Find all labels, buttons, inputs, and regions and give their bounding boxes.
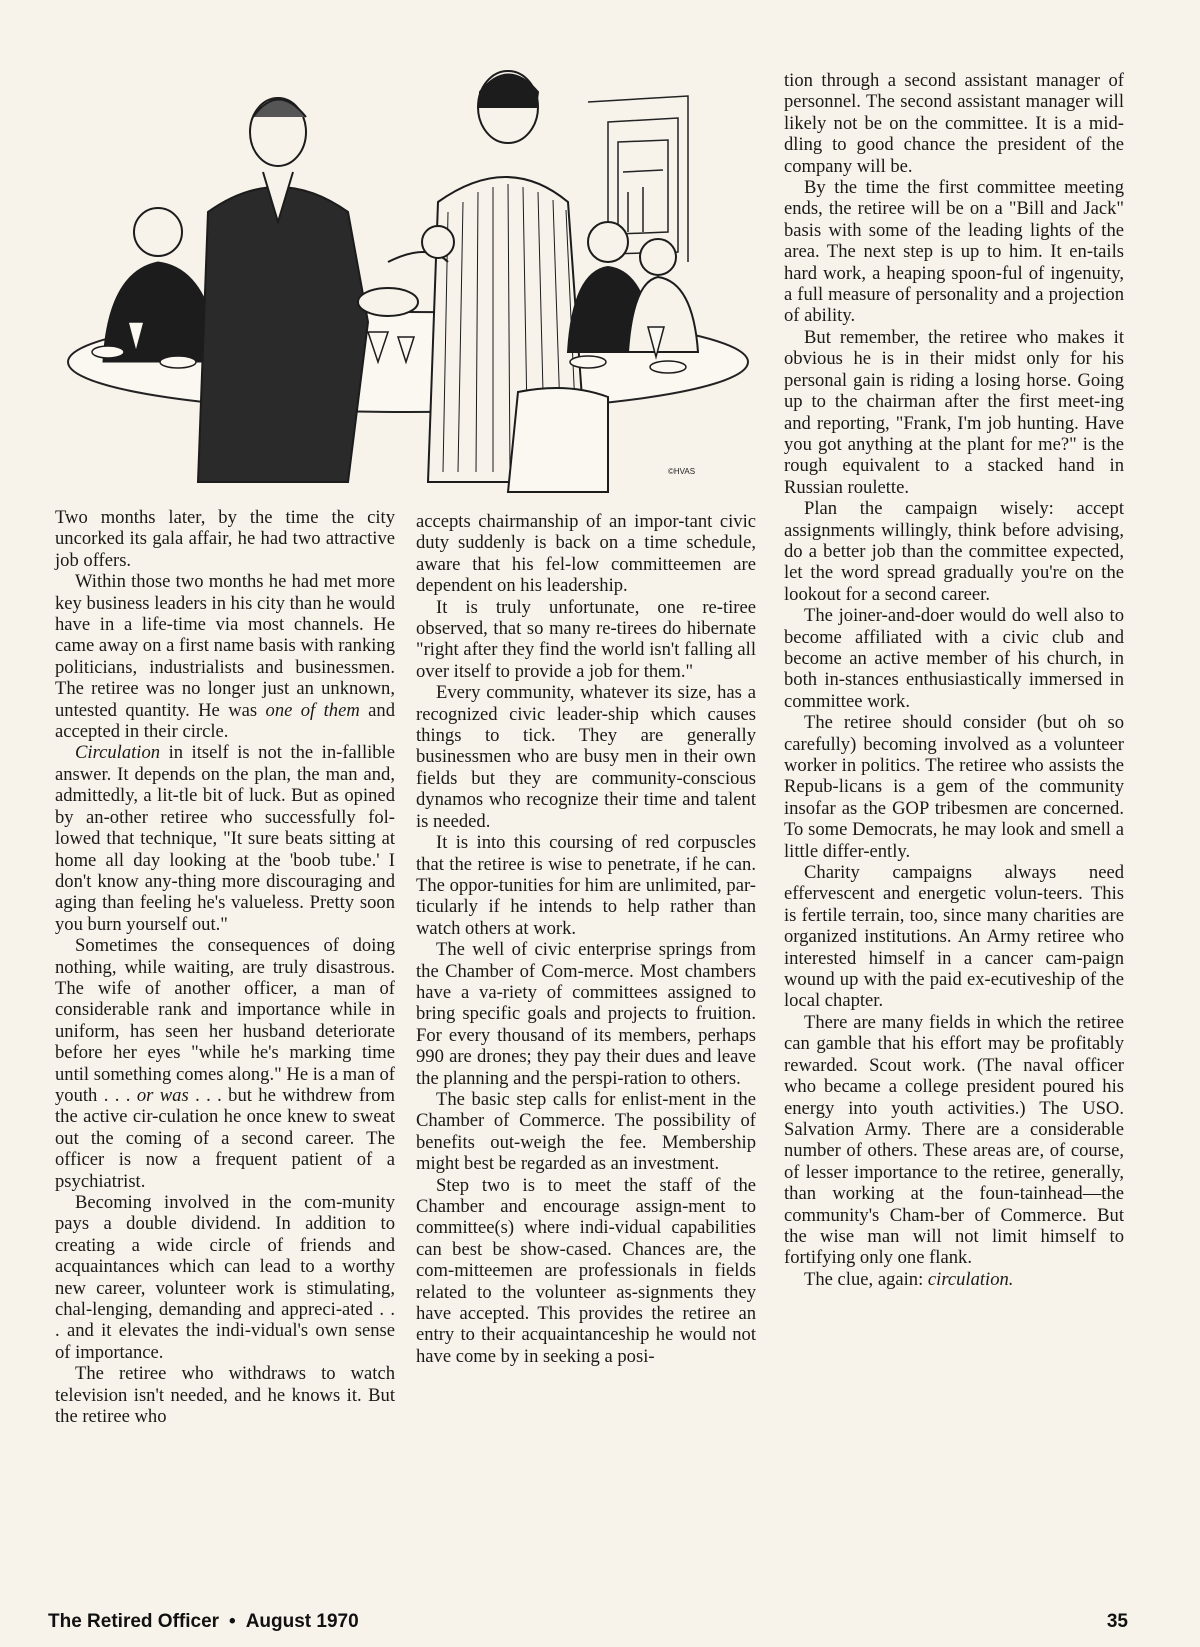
paragraph: It is into this coursing of red corpuscles that the retiree is wise to penetrate, if he can. The oppor-tunities for him are unlimited, par-ticularly if he intends to help rather than watch others at work. — [416, 832, 756, 939]
paragraph: Within those two months he had met more key business leaders in his city than he would have in a life-time via most channels. He came away on a first name basis with ranking politicians, industrialists and businessmen. The retiree was no longer just an unknown, untested quantity. He was one of them and accepted in their circle. — [55, 571, 396, 743]
paragraph: The joiner-and-doer would do well also to become affiliated with a civic club and become an active member of his church, in both in-stances enthusiastically immersed in committee work. — [784, 605, 1124, 712]
handshake-illustration — [48, 62, 758, 494]
issue-date: August 1970 — [245, 1611, 359, 1632]
publication-name: The Retired Officer — [48, 1611, 220, 1632]
paragraph: The basic step calls for enlist-ment in the Chamber of Commerce. The possibility of benefits out-weigh the fee. Membership might best be regarded as an investment. — [416, 1088, 756, 1175]
article-column-1 — [55, 507, 395, 1427]
page-footer — [48, 1611, 1128, 1637]
paragraph: Charity campaigns always need effervescent and energetic volun-teers. This is fertile terrain, too, since many charities are organized institutions. An Army retiree who interested himself in a cancer cam-paign wound up with the paid ex-ecutiveship of the local chapter. — [784, 862, 1124, 1012]
paragraph: Plan the campaign wisely: accept assignments willingly, think before advising, do a better job than the committee expected, let the word spread gradually you're on the lookout for a second career. — [784, 498, 1124, 605]
illustration-drawing — [48, 62, 758, 494]
paragraph: It is truly unfortunate, one re-tiree observed, that so many re-tirees do hibernate "right after they find the world isn't falling all over itself to provide a job for them." — [416, 596, 756, 682]
page-number: 35 — [1106, 1611, 1128, 1632]
paragraph: Step two is to meet the staff of the Chamber and encourage assign-ment to committee(s) where indi-vidual capabilities can best be show-cased. Chances are, the com-mitteemen are professionals in fields related to the volunteer as-signments they have accepted. This provides the retiree an entry to their acquaintanceship he would not have come by in seeking a posi- — [416, 1174, 756, 1367]
article-column-2 — [416, 511, 756, 1367]
paragraph: Two months later, by the time the city uncorked its gala affair, he had two attractive job offers. — [55, 507, 395, 571]
paragraph: But remember, the retiree who makes it obvious he is in their midst only for his personal gain is riding a losing horse. Going up to the chairman after the first meet-ing and reporting, "Frank, I'm job hunting. Have you got anything at the plant for me?" is the rough equivalent to a stacked hand in Russian roulette. — [784, 326, 1124, 498]
paragraph: Every community, whatever its size, has a recognized civic leader-ship which causes things to tick. They are generally businessmen who are busy men in their own fields but they are community-conscious dynamos who recognize their time and talent is needed. — [416, 682, 756, 832]
paragraph: Sometimes the consequences of doing nothing, while waiting, are truly disastrous. The wife of another officer, a man of considerable rank and importance while in uniform, has seen her husband deteriorate before her eyes "while he's marking time until something comes along." He is a man of youth . . . or was . . . but he withdrew from the active cir-culation he once knew to sweat out the coming of a second career. The officer is now a frequent patient of a psychiatrist. — [55, 935, 395, 1192]
paragraph: The clue, again: circulation. — [804, 1268, 1014, 1290]
paragraph: The well of civic enterprise springs from the Chamber of Com-merce. Most chambers have a va-riety of committees assigned to bring specific goals and projects to fruition. For every thousand of its members, perhaps 990 are drones; they pay their dues and leave the planning and the perspi-ration to others. — [416, 939, 756, 1089]
paragraph: tion through a second assistant manager of personnel. The second assistant manager will likely not be on the committee. It is a mid-dling to good chance the president of the company will be. — [784, 70, 1124, 177]
illustration-signature: ©HVAS — [668, 467, 696, 476]
paragraph: accepts chairmanship of an impor-tant civic duty suddenly is back on a time schedule, aware that his fel-low committeemen are dependent on his leadership. — [416, 511, 756, 597]
paragraph: The retiree who withdraws to watch television isn't needed, and he knows it. But the retiree who — [55, 1363, 395, 1428]
paragraph: There are many fields in which the retiree can gamble that his effort may be profitably rewarded. Scout work. (The naval officer who became a college president poured his energy into youth activities.) The USO. Salvation Army. There are a considerable number of others. These areas are, of course, of lesser importance to the retiree, generally, than working at the foun-tainhead—the community's Cham-ber of Commerce. But the wise man will not limit himself to fortifying only one flank. — [784, 1011, 1124, 1269]
article-column-3 — [784, 70, 1124, 1290]
paragraph: Becoming involved in the com-munity pays a double dividend. In addition to creating a wide circle of friends and acquaintances which can lead to a worthy new career, volunteer work is stimulating, chal-lenging, demanding and appreci-ated . . . and it elevates the indi-vidual's own sense of importance. — [55, 1192, 395, 1363]
bullet-separator: • — [229, 1611, 236, 1632]
paragraph: The retiree should consider (but oh so carefully) becoming involved as a volunteer worker in politics. The retiree who assists the Repub-licans is a gem of the community insofar as the GOP tribesmen are concerned. To some Democrats, he may look and smell a little differ-ently. — [784, 712, 1124, 862]
publication-info — [48, 1611, 359, 1633]
paragraph: Circulation in itself is not the in-fallible answer. It depends on the plan, the man and, admittedly, a lit-tle bit of luck. But as opined by an-other retiree who successfully fol-lowed that technique, "It sure beats sitting at home all day looking at the 'boob tube.' I don't know any-thing more discouraging and aging than feeling he's valueless. Pretty soon you burn yourself out." — [55, 742, 395, 935]
paragraph: By the time the first committee meeting ends, the retiree will be on a "Bill and Jack" basis with some of the leading lights of the area. The next step is up to him. It en-tails hard work, a heaping spoon-ful of ingenuity, a full measure of personality and a projection of ability. — [784, 177, 1124, 327]
